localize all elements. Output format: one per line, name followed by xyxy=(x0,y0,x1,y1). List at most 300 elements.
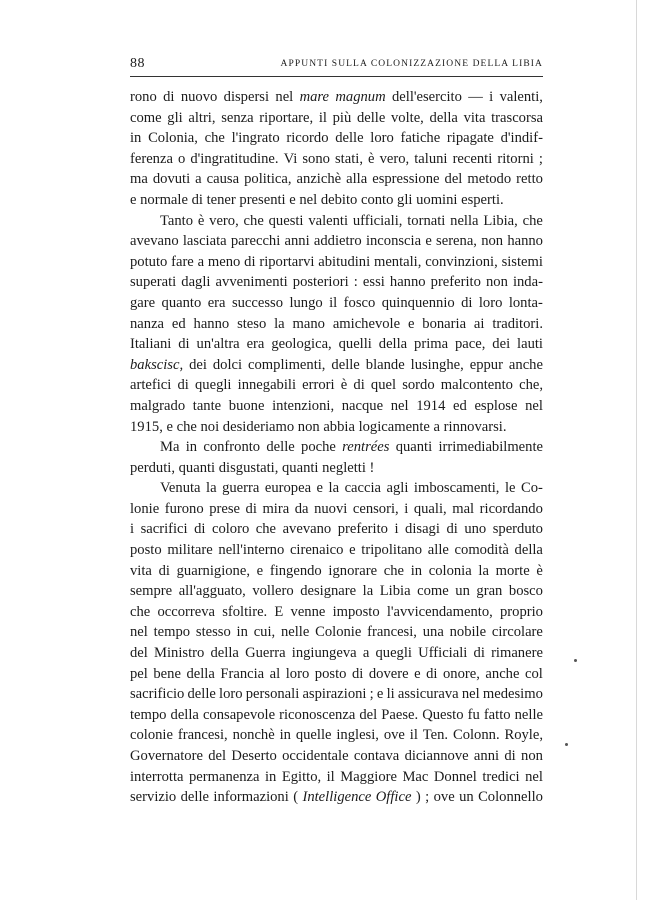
word: d'indif- xyxy=(500,130,543,147)
word: coloro xyxy=(211,521,250,538)
word: errori xyxy=(302,377,335,394)
word: sempre xyxy=(130,583,173,600)
text-line xyxy=(130,499,543,520)
word: stati, xyxy=(335,150,363,167)
header-rule xyxy=(130,76,543,77)
word: d'ingratitudine. xyxy=(190,150,279,167)
word: quegli xyxy=(195,377,232,394)
word: — xyxy=(468,89,483,105)
word: furono xyxy=(164,500,204,517)
word: Libia xyxy=(379,583,411,600)
text-line xyxy=(130,602,543,623)
word: che, xyxy=(519,377,543,394)
word: dell'esercito xyxy=(392,89,462,105)
word: intenzioni, xyxy=(272,397,335,414)
word: che xyxy=(383,562,404,579)
word: senza xyxy=(221,109,254,126)
word: ed xyxy=(171,315,186,332)
word: proprio xyxy=(500,603,543,620)
word: di xyxy=(353,377,365,394)
word: Guerra xyxy=(245,645,286,662)
word: tornati xyxy=(407,212,446,229)
word: inglesi, xyxy=(336,727,379,744)
word: 1914 xyxy=(416,397,446,414)
italic-word: Intelligence xyxy=(302,789,372,806)
word: mano xyxy=(292,315,325,332)
word: Italiani xyxy=(130,336,172,353)
word: e xyxy=(256,562,264,579)
word: tempo xyxy=(153,624,191,641)
word: gli xyxy=(167,109,183,126)
word: guerra xyxy=(222,480,260,497)
word: lasciata xyxy=(182,233,227,250)
italic-word: Office xyxy=(375,789,412,806)
word: avevano xyxy=(130,233,179,250)
word: come xyxy=(417,583,449,600)
text-line xyxy=(130,684,543,705)
word: anni xyxy=(473,748,500,764)
word: militare xyxy=(167,542,213,559)
text-line xyxy=(130,375,543,396)
word: superati xyxy=(130,274,177,291)
word: malcontento xyxy=(440,377,513,394)
word: amichevole xyxy=(332,315,401,332)
word: i xyxy=(130,521,135,538)
word: che xyxy=(204,130,225,147)
word: quelli xyxy=(338,336,372,353)
word: da xyxy=(294,500,309,517)
word: caccia xyxy=(344,480,382,497)
word: del xyxy=(444,171,463,188)
word: nelle xyxy=(514,706,543,723)
text-line xyxy=(130,293,543,314)
word: posteriori xyxy=(292,274,349,291)
word: imposto xyxy=(332,603,380,620)
word: ignorare xyxy=(328,562,378,579)
word: innegabili xyxy=(237,377,297,394)
word: Colonn. xyxy=(452,727,500,744)
word: loro xyxy=(285,665,310,682)
word: quel xyxy=(370,377,397,394)
word: avevano xyxy=(282,521,332,538)
ink-speck xyxy=(574,659,577,662)
word: ma xyxy=(130,171,148,188)
word: traditori. xyxy=(492,315,543,332)
word: il xyxy=(318,109,327,126)
text-line xyxy=(130,519,543,540)
word: di xyxy=(177,377,189,394)
word: lungo xyxy=(289,294,323,311)
word: vero, xyxy=(209,212,239,229)
text-line xyxy=(130,787,543,808)
word: fatiche xyxy=(400,130,441,147)
word: della xyxy=(170,706,199,723)
word: l'ingrato xyxy=(231,130,280,147)
text-line xyxy=(130,334,543,355)
word: Venuta xyxy=(160,480,201,497)
word: imboscamenti, xyxy=(413,480,500,497)
text-segment: 1915, e che noi desideriamo non abbia logicamente a rinnovarsi. xyxy=(130,418,507,435)
word: nel xyxy=(461,686,480,703)
text-line xyxy=(130,128,543,149)
text-line xyxy=(130,643,543,664)
word: ; xyxy=(538,150,543,167)
word: assicurava xyxy=(397,686,459,703)
word: a xyxy=(195,171,202,188)
word: di xyxy=(426,665,438,682)
word: posto xyxy=(314,665,347,682)
word: lonta- xyxy=(508,294,543,311)
word: di xyxy=(178,336,190,353)
word: disagi xyxy=(405,521,440,538)
word: mentali, xyxy=(373,253,422,270)
word: nuovi xyxy=(314,500,348,517)
word: del xyxy=(359,706,378,723)
text-line xyxy=(130,561,543,582)
word: recenti xyxy=(452,150,493,167)
word: Royle, xyxy=(504,727,543,744)
text-segment: e normale di tener presenti e nel debito conto gli uomini esperti. xyxy=(130,191,504,208)
body-text xyxy=(130,87,543,808)
word: il xyxy=(409,727,418,744)
word: quanti xyxy=(395,439,433,456)
text-line xyxy=(130,169,543,190)
word: pel xyxy=(130,665,148,682)
word: designare xyxy=(300,583,357,600)
word: colonie xyxy=(130,727,173,744)
word: è xyxy=(340,377,348,394)
word: tripolitano xyxy=(361,542,423,559)
word: valenti xyxy=(308,212,349,229)
word: bonaria xyxy=(422,315,467,332)
word: del xyxy=(208,748,227,764)
word: l'avvicendamento, xyxy=(386,603,493,620)
word: taluni xyxy=(414,150,448,167)
word: delle xyxy=(356,109,386,126)
word: inda- xyxy=(512,274,543,291)
word: che xyxy=(130,603,151,620)
word: alle xyxy=(427,542,449,559)
word: parecchi xyxy=(230,233,281,250)
word: Colonia, xyxy=(148,130,198,147)
word: in xyxy=(185,439,198,456)
word: agli xyxy=(386,480,409,497)
word: malgrado xyxy=(130,397,186,414)
word: servizio xyxy=(130,789,177,806)
word: al xyxy=(269,665,281,682)
word: E xyxy=(274,603,284,620)
word: europea xyxy=(264,480,312,497)
word: guarnigione, xyxy=(176,562,250,579)
word: Egitto, xyxy=(281,768,322,785)
word: Tanto xyxy=(160,212,194,229)
word: Ma xyxy=(160,439,180,456)
word: inconscia xyxy=(365,233,422,250)
word: un'altra xyxy=(196,336,240,353)
word: ingiungeva xyxy=(291,645,357,662)
word: a xyxy=(197,253,205,270)
word: in xyxy=(410,562,423,579)
word: nuovo xyxy=(180,89,218,105)
word: dolci xyxy=(212,356,243,373)
word: in xyxy=(279,727,291,744)
word: di xyxy=(163,89,175,105)
running-title: APPUNTI SULLA COLONIZZAZIONE DELLA LIBIA xyxy=(280,59,543,69)
word: come xyxy=(130,109,162,126)
word: sacrifici xyxy=(140,521,188,538)
word: di xyxy=(244,253,256,270)
word: i xyxy=(489,89,494,105)
word: Maggiore xyxy=(340,768,397,785)
word: geologica, xyxy=(271,336,332,353)
word: la xyxy=(206,480,217,497)
word: eppur xyxy=(469,356,503,373)
word: medesimo xyxy=(482,686,543,703)
word: causa xyxy=(206,171,240,188)
word: delle xyxy=(335,130,364,147)
italic-word: mare xyxy=(299,89,330,105)
word: comodità xyxy=(454,542,509,559)
word: nella xyxy=(450,212,479,229)
word: occorreva xyxy=(157,603,215,620)
word: e xyxy=(425,233,432,250)
word: interrotta xyxy=(130,768,184,785)
word: delle xyxy=(331,356,360,373)
page-header xyxy=(130,56,543,76)
page-number: 88 xyxy=(130,56,145,71)
word: altri, xyxy=(188,109,216,126)
word: esplose xyxy=(474,397,518,414)
text-line xyxy=(130,581,543,602)
word: pace, xyxy=(455,336,486,353)
word: mal xyxy=(452,500,475,517)
word: Co- xyxy=(521,480,543,497)
word: addietro xyxy=(313,233,362,250)
word: poche xyxy=(301,439,336,456)
word: circolare xyxy=(491,624,543,641)
word: politica, xyxy=(244,171,292,188)
word: e xyxy=(349,542,356,559)
word: in xyxy=(264,768,277,785)
word: riportarvi xyxy=(259,253,315,270)
word: di xyxy=(446,521,458,538)
word: prese xyxy=(209,500,240,517)
word: Questo xyxy=(422,706,464,723)
word: ai xyxy=(473,315,485,332)
word: loro xyxy=(219,686,243,703)
text-line xyxy=(130,417,543,438)
text-line xyxy=(130,540,543,561)
word: un xyxy=(455,583,470,600)
word: Ten. xyxy=(422,727,449,744)
word: la xyxy=(478,562,489,579)
word: nel xyxy=(130,624,148,641)
word: di xyxy=(461,294,473,311)
word: nel xyxy=(390,397,409,414)
word: delle xyxy=(187,686,216,703)
word: steso xyxy=(237,315,267,332)
word: in xyxy=(130,130,142,147)
word: fu xyxy=(467,706,480,723)
word: Vi xyxy=(283,150,298,167)
word: bene xyxy=(153,665,181,682)
word: e xyxy=(376,686,384,703)
text-line xyxy=(130,437,543,458)
word: meno xyxy=(207,253,241,270)
word: tempo xyxy=(130,706,167,723)
text-line xyxy=(130,767,543,788)
text-line xyxy=(130,478,543,499)
word: blande xyxy=(365,356,405,373)
word: della xyxy=(514,542,543,559)
word: nonchè xyxy=(232,727,275,744)
text-line xyxy=(130,149,543,170)
word: era xyxy=(207,294,226,311)
word: sordo xyxy=(402,377,435,394)
word: fosco xyxy=(343,294,376,311)
text-line xyxy=(130,211,543,232)
word: colonia xyxy=(428,562,472,579)
word: della xyxy=(378,336,408,353)
word: o xyxy=(178,150,186,167)
word: volte, xyxy=(391,109,424,126)
word: delle xyxy=(266,439,295,456)
word: preferito xyxy=(337,521,388,538)
word: nanza xyxy=(130,315,165,332)
word: vero, xyxy=(379,150,410,167)
word: quali, xyxy=(413,500,447,517)
word: permanenza xyxy=(188,768,260,785)
word: mira xyxy=(262,500,290,517)
word: lusinghe, xyxy=(410,356,464,373)
italic-word: rentrées xyxy=(342,439,390,456)
text-line xyxy=(130,664,543,685)
word: potuto xyxy=(130,253,168,270)
word: fare xyxy=(171,253,194,270)
word: ; xyxy=(425,789,430,806)
word: : xyxy=(353,274,358,291)
word: Libia, xyxy=(483,212,518,229)
word: quanto xyxy=(161,294,202,311)
word: un xyxy=(459,789,474,806)
word: posto xyxy=(130,542,162,559)
word: cui, xyxy=(253,624,276,641)
word: a xyxy=(362,645,370,662)
word: Mac xyxy=(402,768,429,785)
word: li xyxy=(386,686,395,703)
word: è xyxy=(536,562,543,579)
word: il xyxy=(329,294,338,311)
word: la xyxy=(274,315,285,332)
word: ferenza xyxy=(130,150,173,167)
word: consapevole xyxy=(202,706,276,723)
word: occidentale xyxy=(282,748,349,764)
word: prima xyxy=(414,336,449,353)
text-line xyxy=(130,725,543,746)
word: dei xyxy=(492,336,511,353)
text-segment: perduti, quanti disgustati, quanti negletti ! xyxy=(130,459,375,476)
word: delle xyxy=(180,789,209,806)
word: loro xyxy=(370,130,394,147)
word: era xyxy=(246,336,265,353)
word: anche xyxy=(485,665,520,682)
word: complimenti, xyxy=(248,356,326,373)
word: ripagate xyxy=(446,130,494,147)
italic-word: bakscisc, xyxy=(130,356,184,373)
ink-speck xyxy=(565,743,568,746)
word: lonie xyxy=(130,500,160,517)
text-line xyxy=(130,314,543,335)
word: francesi, xyxy=(177,727,228,744)
word: della xyxy=(186,665,215,682)
word: loro xyxy=(478,294,503,311)
word: sfoltire. xyxy=(222,603,268,620)
word: francesi, xyxy=(367,624,417,641)
word: retto xyxy=(516,171,543,188)
word: di xyxy=(194,521,206,538)
word: gran xyxy=(476,583,503,600)
word: dovuti xyxy=(152,171,191,188)
word: una xyxy=(422,624,444,641)
word: anche xyxy=(508,356,543,373)
word: nelle xyxy=(280,624,310,641)
word: essi xyxy=(362,274,385,291)
word: vollero xyxy=(252,583,294,600)
word: non xyxy=(481,233,504,250)
word: tredici xyxy=(482,768,520,785)
word: anzichè xyxy=(296,171,342,188)
italic-word: magnum xyxy=(335,89,386,105)
word: questi xyxy=(268,212,304,229)
text-line xyxy=(130,87,543,108)
word: venne xyxy=(290,603,326,620)
word: successo xyxy=(231,294,284,311)
word: riportare, xyxy=(259,109,314,126)
word: nacque xyxy=(341,397,384,414)
word: Ministro xyxy=(154,645,205,662)
word: in xyxy=(236,624,248,641)
word: alla xyxy=(346,171,368,188)
word: Colonnello xyxy=(478,789,543,806)
word: ) xyxy=(415,789,421,806)
word: hanno xyxy=(193,315,230,332)
word: valenti, xyxy=(499,89,543,105)
word: ( xyxy=(293,789,299,806)
text-line xyxy=(130,190,543,211)
word: Ufficiali xyxy=(418,645,468,662)
word: Governatore xyxy=(130,748,203,764)
text-line xyxy=(130,458,543,479)
word: Colonie xyxy=(315,624,362,641)
word: Donnel xyxy=(433,768,477,785)
word: hanno xyxy=(389,274,426,291)
word: ove xyxy=(433,789,455,806)
text-line xyxy=(130,746,543,767)
word: uno xyxy=(464,521,487,538)
word: dei xyxy=(189,356,207,373)
text-line xyxy=(130,108,543,129)
word: di xyxy=(245,500,257,517)
word: i xyxy=(394,521,399,538)
word: non xyxy=(485,274,508,291)
word: e xyxy=(414,665,421,682)
word: lauti xyxy=(517,336,543,353)
word: trascorsa xyxy=(491,109,543,126)
word: di xyxy=(473,645,485,662)
word: la xyxy=(328,480,340,497)
word: cirenaico xyxy=(289,542,344,559)
word: nell'interno xyxy=(218,542,285,559)
